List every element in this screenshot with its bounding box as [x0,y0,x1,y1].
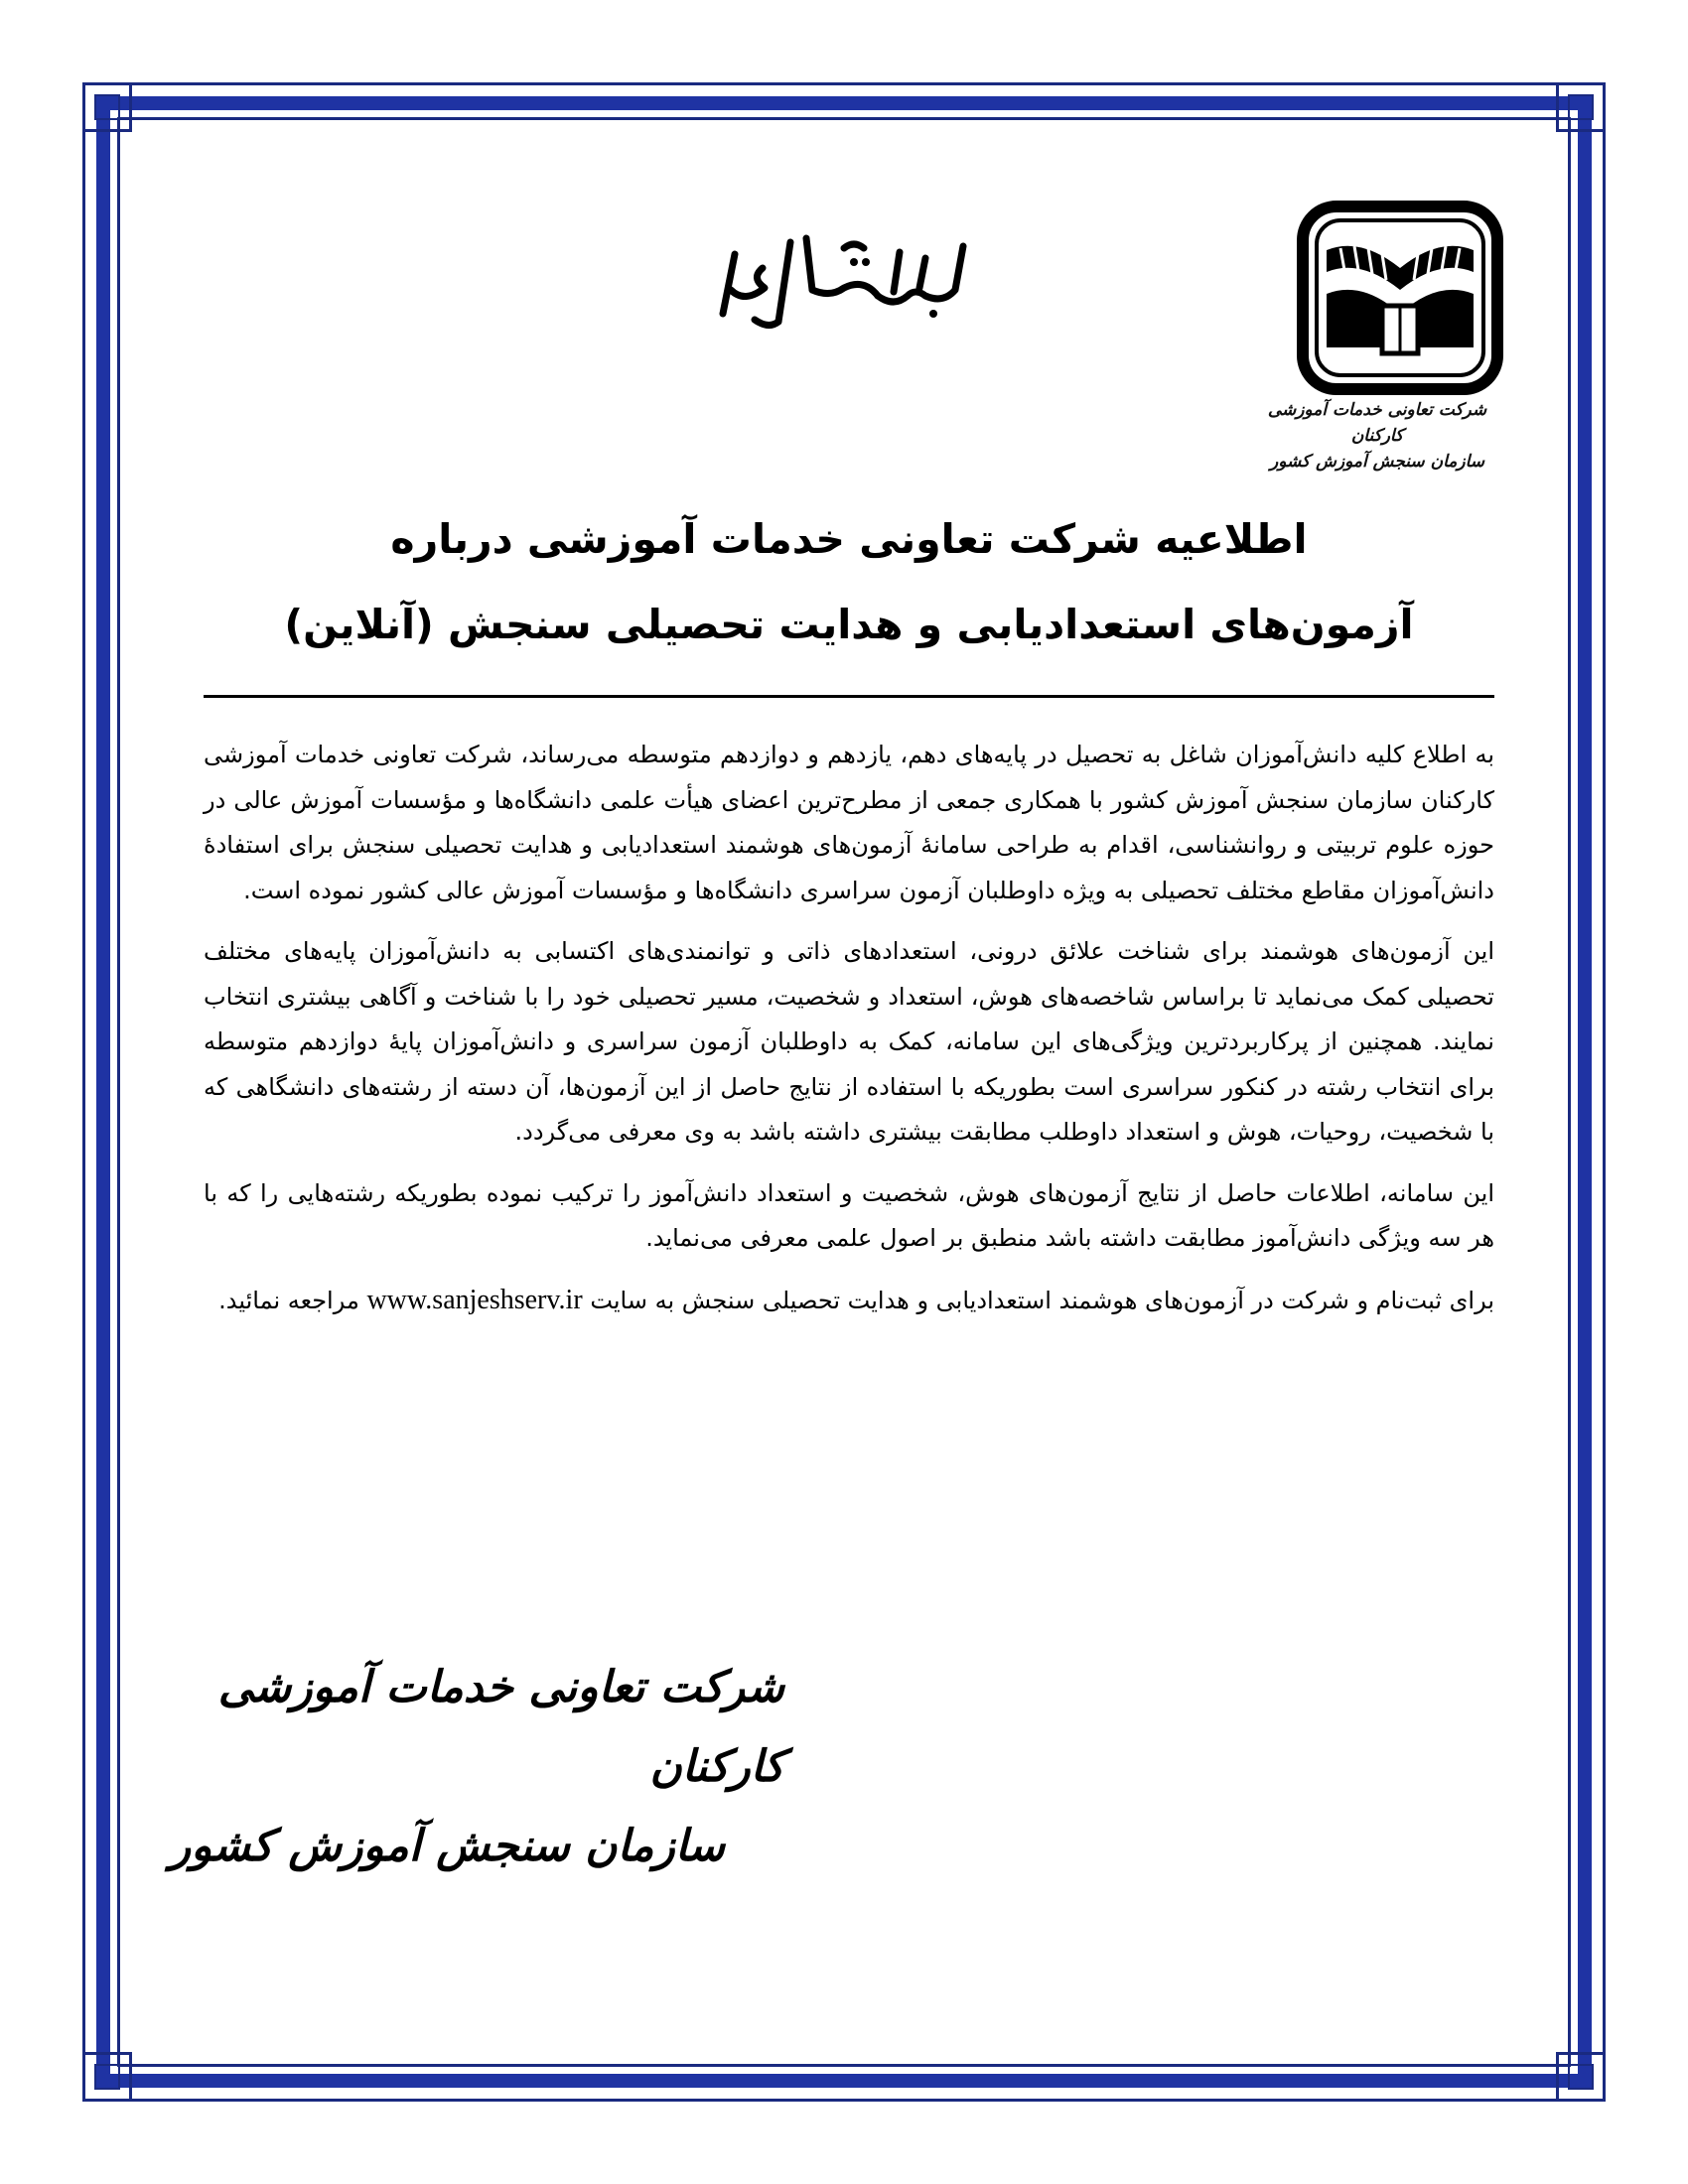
website-link[interactable]: www.sanjeshserv.ir [366,1284,583,1315]
border-corner-ornament [1556,82,1606,132]
bismillah-calligraphy [695,218,993,338]
signature-company: شرکت تعاونی خدمات آموزشی کارکنان [217,1662,784,1792]
border-corner-ornament [82,2052,132,2102]
body-paragraph-3: این سامانه، اطلاعات حاصل از نتایج آزمون‌های هوش، شخصیت و استعداد دانش‌آموز را ترکیب نموده بطوریکه رشته‌هایی را که با هر سه ویژگی دانش‌آموز مطابقت داشته باشد منطبق بر اصول علمی معرفی می‌نماید. [204,1178,1494,1252]
logo-caption-organization: سازمان سنجش آموزش کشور [1269,452,1484,472]
body-paragraph-2: این آزمون‌های هوشمند برای شناخت علائق درونی، استعدادهای ذاتی و توانمندی‌های اکتسابی به دانش‌آموزان پایه‌های مختلف تحصیلی کمک می‌نماید تا براساس شاخصه‌های هوش، استعداد و شخصیت، مسیر تحصیلی خود را با شناخت و آگاهی بیشتری انتخاب نمایند. همچنین از پرکاربردترین ویژگی‌های این سامانه، کمک به داوطلبان آزمون سراسری و دانش‌آموزان پایهٔ دوازدهم متوسطه برای انتخاب رشته در کنکور سراسری است بطوریکه با استفاده از نتایج حاصل از این آزمون‌ها، آن دسته از رشته‌های دانشگاهی که با شخصیت، روحیات، هوش و استعداد داوطلب مطابقت بیشتری داشته باشد به وی معرفی می‌گردد. [204,937,1494,1146]
announcement-title [209,496,1489,667]
registration-suffix: مراجعه نمائید. [218,1286,359,1314]
signature-organization: سازمان سنجش آموزش کشور [169,1821,725,1871]
body-paragraph-4 [204,1278,1494,1324]
border-corner-ornament [1556,2052,1606,2102]
title-line-2: آزمون‌های استعدادیابی و هدایت تحصیلی سنجش (آنلاین) [284,601,1414,648]
announcement-body [204,733,1494,1339]
logo-caption [1253,397,1501,475]
title-line-1: اطلاعیه شرکت تعاونی خدمات آموزشی درباره [390,515,1308,563]
book-logo-icon [1291,199,1509,397]
body-paragraph-1: به اطلاع کلیه دانش‌آموزان شاغل به تحصیل در پایه‌های دهم، یازدهم و دوازدهم متوسطه می‌رساند، شرکت تعاونی خدمات آموزشی کارکنان سازمان سنجش آموزش کشور با همکاری جمعی از مطرح‌ترین اعضای هیأت علمی دانشگاه‌ها و مؤسسات آموزش عالی در حوزه علوم تربیتی و روانشناسی، اقدام به طراحی سامانهٔ آزمون‌های هوشمند استعدادیابی و هدایت تحصیلی سنجش برای استفادهٔ دانش‌آموزان مقاطع مختلف تحصیلی به ویژه داوطلبان آزمون سراسری دانشگاه‌ها و مؤسسات آموزش عالی کشور نموده است. [204,741,1494,904]
title-divider [204,695,1494,698]
bismillah-calligraphy-drawing [695,218,993,338]
logo-caption-company: شرکت تعاونی خدمات آموزشی کارکنان [1267,400,1487,446]
organization-logo [1291,199,1509,397]
registration-text: برای ثبت‌نام و شرکت در آزمون‌های هوشمند استعدادیابی و هدایت تحصیلی سنجش به سایت [590,1286,1494,1314]
border-corner-ornament [82,82,132,132]
signature-block [169,1648,784,1886]
